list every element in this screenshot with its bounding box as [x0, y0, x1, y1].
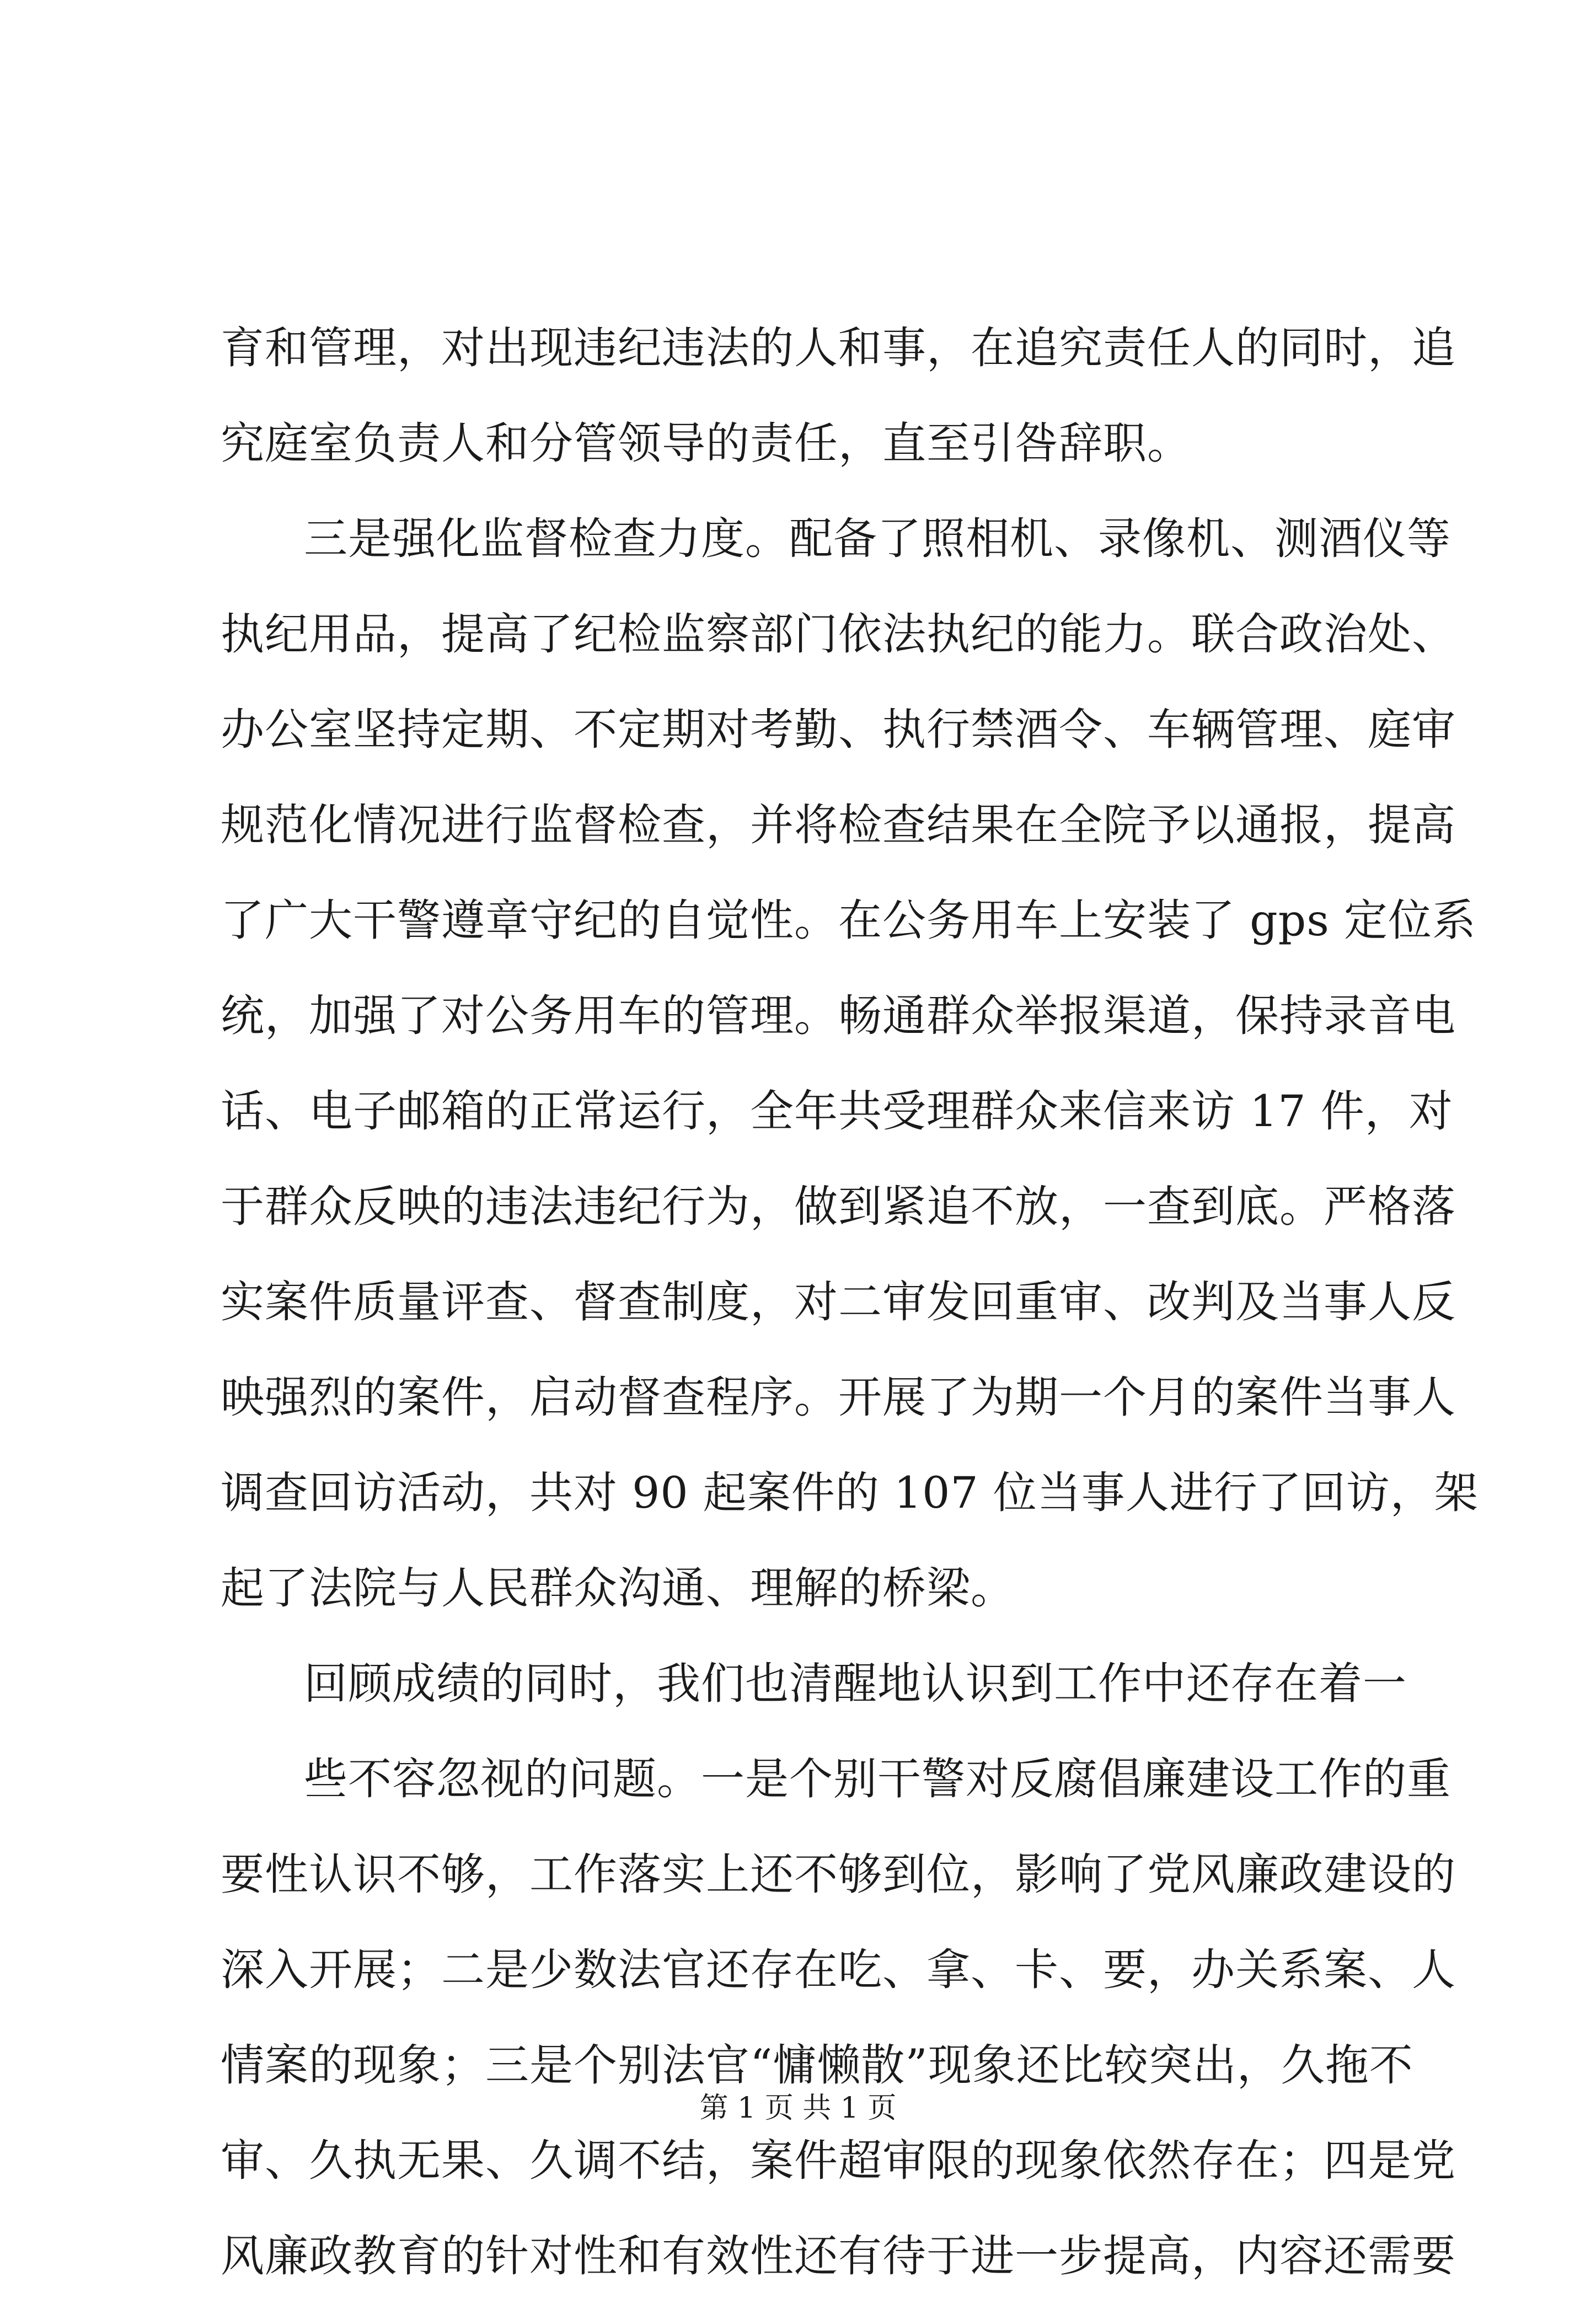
text-line: 办公室坚持定期、不定期对考勤、执行禁酒令、车辆管理、庭审 — [221, 704, 1456, 755]
text-line: 回顾成绩的同时，我们也清醒地认识到工作中还存在着一 — [304, 1658, 1407, 1709]
text-line: 究庭室负责人和分管领导的责任，直至引咎辞职。 — [221, 418, 1191, 469]
text-line: 深入开展；二是少数法官还存在吃、拿、卡、要，办关系案、人 — [221, 1944, 1456, 1995]
text-line: 调查回访活动，共对 90 起案件的 107 位当事人进行了回访，架 — [221, 1467, 1479, 1518]
text-line: 审、久执无果、久调不结，案件超审限的现象依然存在；四是党 — [221, 2135, 1456, 2186]
text-line: 些不容忽视的问题。一是个别干警对反腐倡廉建设工作的重 — [304, 1754, 1451, 1804]
text-line: 情案的现象；三是个别法官“慵懒散”现象还比较突出，久拖不 — [221, 2040, 1413, 2091]
text-line: 规范化情况进行监督检查，并将检查结果在全院予以通报，提高 — [221, 800, 1456, 850]
text-line: 统，加强了对公务用车的管理。畅通群众举报渠道，保持录音电 — [221, 990, 1456, 1041]
text-line: 起了法院与人民群众沟通、理解的桥梁。 — [221, 1563, 1015, 1614]
text-line: 实案件质量评查、督查制度，对二审发回重审、改判及当事人反 — [221, 1277, 1456, 1327]
page-number-footer: 第 1 页 共 1 页 — [699, 2092, 897, 2125]
text-line: 映强烈的案件，启动督查程序。开展了为期一个月的案件当事人 — [221, 1372, 1456, 1423]
document-body — [221, 301, 1479, 2304]
text-line: 了广大干警遵章守纪的自觉性。在公务用车上安装了 gps 定位系 — [221, 895, 1476, 946]
text-line: 育和管理，对出现违纪违法的人和事，在追究责任人的同时，追 — [221, 323, 1456, 373]
text-line: 三是强化监督检查力度。配备了照相机、录像机、测酒仪等 — [304, 513, 1451, 564]
text-line: 于群众反映的违法违纪行为，做到紧追不放，一查到底。严格落 — [221, 1181, 1456, 1232]
text-line: 要性认识不够，工作落实上还不够到位，影响了党风廉政建设的 — [221, 1849, 1456, 1900]
text-line: 风廉政教育的针对性和有效性还有待于进一步提高，内容还需要 — [221, 2231, 1456, 2281]
text-line: 执纪用品，提高了纪检监察部门依法执纪的能力。联合政治处、 — [221, 609, 1456, 660]
text-line: 话、电子邮箱的正常运行，全年共受理群众来信来访 17 件，对 — [221, 1086, 1453, 1137]
